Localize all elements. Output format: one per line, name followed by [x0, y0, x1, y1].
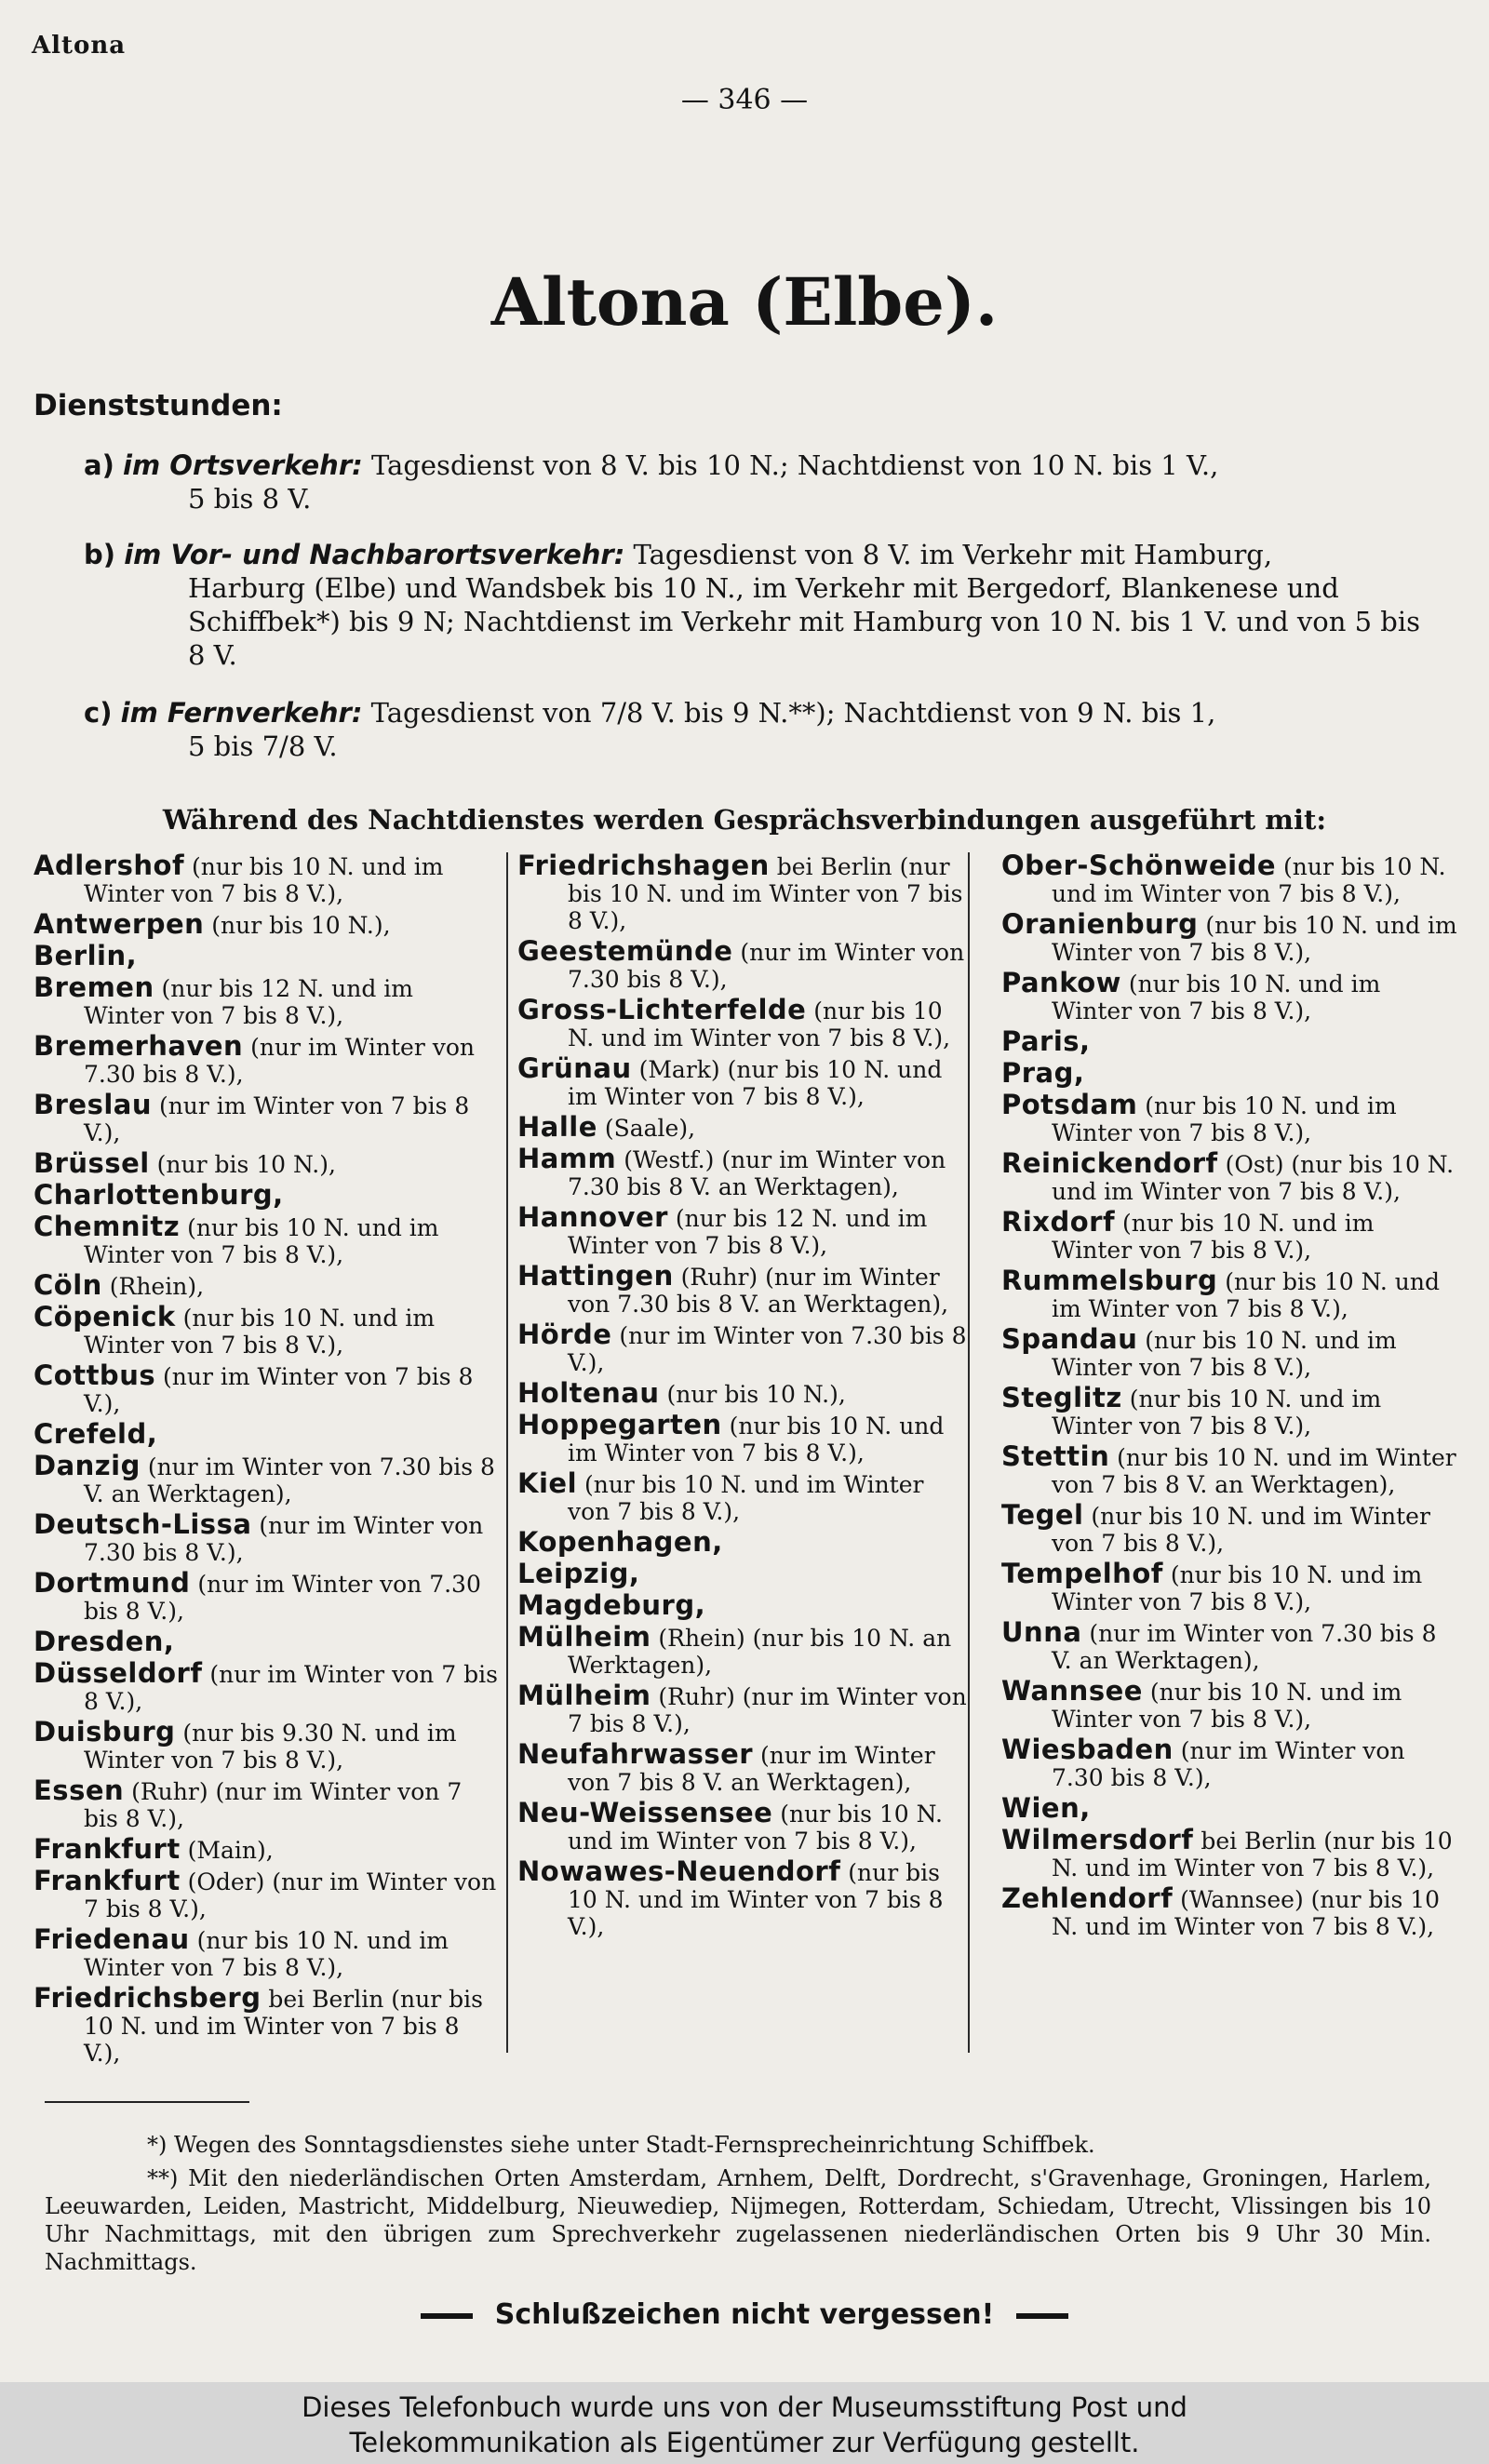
city-hours-note: (nur bis 10 N. und im Winter von 7 bis 8 V.), [568, 1413, 945, 1466]
city-hours-note: (nur bis 10 N. und im Winter von 7 bis 8 V.), [568, 998, 951, 1051]
city-hours-note: (nur bis 10 N. und im Winter von 7 bis 8 V.), [1052, 912, 1457, 966]
item-category: im Fernverkehr: [120, 697, 363, 729]
item-category: im Vor- und Nachbarortsverkehr: [124, 539, 625, 570]
city-name: Neu-Weissensee [517, 1797, 773, 1828]
city-name: Hoppegarten [517, 1409, 722, 1440]
city-entry [517, 1682, 968, 1737]
city-name: Frankfurt [34, 1865, 181, 1896]
city-entry [34, 1030, 499, 1088]
credit-line-2: Telekommunikation als Eigentümer zur Verfügung gestellt. [349, 2427, 1140, 2458]
credit-footer [0, 2382, 1489, 2464]
item-text: Tagesdienst von 8 V. bis 10 N.; Nachtdienst von 10 N. bis 1 V., [362, 449, 1219, 481]
city-name: Kopenhagen, [517, 1526, 723, 1558]
city-column-1 [34, 850, 499, 2067]
city-hours-note: (nur bis 10 N. und im Winter von 7 bis 8 V.), [1052, 1386, 1382, 1440]
city-entry [1001, 1824, 1457, 1881]
city-entry [1001, 1560, 1457, 1615]
city-name: Mülheim [517, 1680, 651, 1711]
city-hours-note: (nur bis 10 N.), [149, 1151, 336, 1178]
city-name: Hattingen [517, 1260, 674, 1292]
city-hours-note: (nur im Winter von 7.30 bis 8 V.), [568, 939, 965, 993]
city-entry [517, 1467, 968, 1525]
closing-notice [0, 2298, 1489, 2331]
city-entry [517, 1589, 968, 1621]
city-name: Friedrichsberg [34, 1982, 262, 2014]
city-entry [34, 1774, 499, 1832]
city-hours-note: (nur bis 10 N. und im Winter von 7 bis 8 V.), [1052, 971, 1381, 1024]
city-entry [34, 1269, 499, 1301]
city-name: Neufahrwasser [517, 1738, 754, 1770]
city-name: Danzig [34, 1450, 141, 1481]
city-name: Wannsee [1001, 1675, 1143, 1707]
city-entry [1001, 908, 1457, 966]
city-name: Cöln [34, 1269, 102, 1301]
city-hours-note: (Oder) (nur im Winter von 7 bis 8 V.), [84, 1868, 497, 1922]
city-entry [517, 1377, 968, 1409]
item-continuation: 5 bis 7/8 V. [188, 730, 338, 762]
city-entry [34, 1450, 499, 1507]
decorative-bar [421, 2313, 473, 2319]
city-name: Halle [517, 1111, 597, 1143]
city-entry [517, 1855, 968, 1940]
city-name: Unna [1001, 1616, 1082, 1648]
city-entry [34, 1923, 499, 1981]
city-hours-note: (nur bis 10 N.), [659, 1381, 846, 1408]
city-entry [1001, 1736, 1457, 1791]
city-hours-note: (Ruhr) (nur im Winter von 7 bis 8 V.), [568, 1683, 967, 1737]
city-hours-note: (nur bis 10 N. und im Winter von 7 bis 8 V.), [84, 1305, 436, 1359]
footnote-schiffbek: *) Wegen des Sonntagsdienstes siehe unter Stadt-Fernsprecheinrichtung Schiffbek. [147, 2132, 1095, 2158]
city-hours-note: (Main), [180, 1837, 274, 1864]
city-hours-note: (nur bis 10 N. und im Winter von 7 bis 8 V.), [1052, 1679, 1402, 1733]
city-name: Deutsch-Lissa [34, 1508, 252, 1540]
city-hours-note: (nur im Winter von 7.30 bis 8 V.), [84, 1571, 481, 1625]
city-entry [517, 1321, 968, 1376]
item-category: im Ortsverkehr: [123, 449, 363, 481]
item-continuation: Harburg (Elbe) und Wandsbek bis 10 N., im Verkehr mit Bergedorf, Blankenese und Schiffbek*) bis 9 N; Nachtdienst im Verkehr mit Hamburg von 10 N. bis 1 V. und von 5 bis 8 V. [188, 572, 1421, 671]
city-hours-note: (nur im Winter von 7.30 bis 8 V. an Werktagen), [84, 1453, 495, 1507]
service-hours-suburban [84, 538, 1424, 672]
city-name: Magdeburg, [517, 1589, 706, 1621]
city-entry [517, 1145, 968, 1200]
page-title-region: (Elbe). [729, 263, 999, 341]
city-name: Potsdam [1001, 1089, 1138, 1120]
city-entry [517, 852, 968, 934]
city-name: Tegel [1001, 1499, 1084, 1531]
column-divider [968, 852, 970, 2053]
column-divider [506, 852, 508, 2053]
city-entry [1001, 1267, 1457, 1322]
city-name: Frankfurt [34, 1833, 181, 1865]
city-name: Tempelhof [1001, 1558, 1163, 1589]
city-entry [34, 1179, 499, 1211]
city-name: Friedrichshagen [517, 850, 770, 881]
city-entry [517, 1797, 968, 1855]
city-entry [1001, 1882, 1457, 1940]
city-entry [34, 1213, 499, 1268]
city-hours-note: (Wannsee) (nur bis 10 N. und im Winter von 7 bis 8 V.), [1052, 1886, 1441, 1940]
city-hours-note: (nur bis 10 N. und im Winter von 7 bis 8 V.), [1052, 1092, 1397, 1146]
city-entry [1001, 1057, 1457, 1089]
city-hours-note: (nur im Winter von 7 bis 8 V.), [84, 1661, 498, 1715]
city-entry [34, 940, 499, 971]
city-entry [34, 1865, 499, 1922]
city-entry [34, 1628, 499, 1656]
city-hours-note: (nur im Winter von 7.30 bis 8 V.), [84, 1512, 484, 1566]
city-name: Charlottenburg, [34, 1179, 284, 1211]
city-hours-note: (nur bis 10 N. und im Winter von 7 bis 8 V.), [1052, 1503, 1430, 1557]
city-entry [34, 852, 499, 907]
city-name: Holtenau [517, 1377, 660, 1409]
city-name: Zehlendorf [1001, 1882, 1174, 1914]
city-entry [34, 1359, 499, 1417]
city-name: Crefeld, [34, 1418, 158, 1450]
item-text: Tagesdienst von 8 V. im Verkehr mit Hamburg, [624, 539, 1273, 570]
city-hours-note: (nur im Winter von 7 bis 8 V.), [84, 1363, 474, 1417]
city-entry [1001, 967, 1457, 1024]
city-name: Stettin [1001, 1440, 1110, 1472]
city-hours-note: (nur bis 10 N. und im Winter von 7 bis 8 V.), [1052, 1210, 1375, 1264]
city-hours-note: (nur im Winter von 7.30 bis 8 V.), [568, 1322, 967, 1376]
city-name: Cottbus [34, 1359, 156, 1391]
city-name: Chemnitz [34, 1211, 181, 1242]
city-hours-note: (nur bis 10 N.), [204, 912, 391, 939]
city-entry [34, 1147, 499, 1179]
city-name: Berlin, [34, 940, 138, 971]
running-head: Altona [32, 32, 127, 60]
footnote-netherlands: **) Mit den niederländischen Orten Amsterdam, Arnhem, Delft, Dordrecht, s'Gravenhage, Groningen, Harlem, Leeuwarden, Leiden, Mastricht, Middelburg, Nieuwediep, Nijmegen, Rotterdam, Schiedam, Utrecht, Vlissingen bis 10 Uhr Nachmittags, mit den übrigen zum Sprechverkehr zugelassenen niederländischen Orten bis 9 Uhr 30 Min. Nachmittags. [45, 2165, 1431, 2275]
item-text: Tagesdienst von 7/8 V. bis 9 N.**); Nachtdienst von 9 N. bis 1, [362, 697, 1216, 729]
city-entry [517, 1621, 968, 1679]
city-name: Rixdorf [1001, 1206, 1116, 1238]
city-hours-note: (nur im Winter von 7 bis 8 V. an Werktagen), [568, 1742, 935, 1796]
city-name: Rummelsburg [1001, 1265, 1218, 1296]
city-name: Steglitz [1001, 1382, 1122, 1413]
page-title [0, 263, 1489, 341]
city-entry [1001, 1499, 1457, 1557]
city-entry [1001, 1382, 1457, 1440]
footnote-divider [45, 2101, 249, 2103]
city-name: Geestemünde [517, 935, 733, 967]
city-name: Wien, [1001, 1792, 1091, 1824]
city-entry [517, 1052, 968, 1110]
city-column-2 [517, 852, 968, 2053]
city-name: Dortmund [34, 1567, 191, 1599]
city-hours-note: (Ost) (nur bis 10 N. und im Winter von 7 bis 8 V.), [1052, 1151, 1455, 1205]
city-entry [517, 1409, 968, 1466]
city-name: Prag, [1001, 1057, 1085, 1089]
city-name: Cöpenick [34, 1301, 176, 1332]
city-hours-note: (Ruhr) (nur im Winter von 7 bis 8 V.), [84, 1778, 463, 1832]
service-hours-local [84, 449, 1424, 516]
city-entry [34, 1567, 499, 1625]
city-entry [517, 1260, 968, 1318]
city-name: Bremerhaven [34, 1030, 244, 1062]
city-name: Wilmersdorf [1001, 1824, 1194, 1855]
city-entry [1001, 1091, 1457, 1146]
city-entry [517, 1201, 968, 1259]
city-entry [34, 1091, 499, 1146]
page-number: — 346 — [680, 84, 809, 116]
city-name: Reinickendorf [1001, 1147, 1218, 1179]
city-entry [517, 994, 968, 1051]
city-entry [1001, 1792, 1457, 1824]
city-hours-note: (nur bis 10 N. und im Winter von 7 bis 8 V.), [1052, 853, 1446, 907]
city-hours-note: (nur bis 12 N. und im Winter von 7 bis 8 V.), [568, 1205, 928, 1259]
city-entry [517, 1738, 968, 1796]
city-name: Hannover [517, 1201, 668, 1233]
city-hours-note: (nur bis 10 N. und im Winter von 7 bis 8 V.), [1052, 1327, 1397, 1381]
item-label: b) [84, 539, 116, 570]
city-hours-note: (nur bis 9.30 N. und im Winter von 7 bis 8 V.), [84, 1720, 457, 1774]
city-name: Düsseldorf [34, 1657, 203, 1689]
city-entry [34, 1982, 499, 2067]
city-name: Antwerpen [34, 908, 205, 940]
city-entry [1001, 1025, 1457, 1057]
item-continuation: 5 bis 8 V. [188, 483, 312, 515]
city-name: Duisburg [34, 1716, 176, 1748]
city-name: Ober-Schönweide [1001, 850, 1277, 881]
night-service-intro: Während des Nachtdienstes werden Gesprächsverbindungen ausgeführt mit: [162, 804, 1327, 836]
city-entry [34, 1833, 499, 1865]
item-label: c) [84, 697, 113, 729]
city-name: Essen [34, 1774, 125, 1806]
city-hours-note: (Mark) (nur bis 10 N. und im Winter von 7 bis 8 V.), [568, 1056, 943, 1110]
city-entry [1001, 1675, 1457, 1733]
city-entry [517, 1111, 968, 1143]
city-entry [1001, 1206, 1457, 1264]
city-hours-note: (Saale), [597, 1115, 696, 1142]
city-entry [34, 971, 499, 1029]
city-entry [34, 1716, 499, 1774]
city-hours-note: bei Berlin (nur bis 10 N. und im Winter von 7 bis 8 V.), [1052, 1828, 1453, 1881]
city-hours-note: bei Berlin (nur bis 10 N. und im Winter von 7 bis 8 V.), [84, 1986, 483, 2067]
city-hours-note: (nur bis 12 N. und im Winter von 7 bis 8 V.), [84, 975, 413, 1029]
city-name: Leipzig, [517, 1558, 640, 1589]
city-entry [1001, 1440, 1457, 1498]
city-name: Bremen [34, 971, 154, 1003]
city-hours-note: (Rhein), [101, 1273, 205, 1300]
city-hours-note: bei Berlin (nur bis 10 N. und im Winter von 7 bis 8 V.), [568, 853, 963, 934]
item-label: a) [84, 449, 114, 481]
city-hours-note: (nur bis 10 N. und im Winter von 7 bis 8 V.), [84, 1927, 449, 1981]
city-hours-note: (Ruhr) (nur im Winter von 7.30 bis 8 V. an Werktagen), [568, 1264, 949, 1318]
city-hours-note: (Westf.) (nur im Winter von 7.30 bis 8 V. an Werktagen), [568, 1146, 946, 1200]
city-name: Adlershof [34, 850, 185, 881]
city-entry [517, 1526, 968, 1558]
city-hours-note: (nur bis 10 N. und im Winter von 7 bis 8 V.), [1052, 1268, 1440, 1322]
page-title-city: Altona [490, 263, 730, 341]
city-name: Hamm [517, 1143, 617, 1174]
city-hours-note: (nur bis 10 N. und im Winter von 7 bis 8 V.), [568, 1801, 943, 1855]
service-hours-long-distance [84, 696, 1424, 763]
city-name: Mülheim [517, 1621, 651, 1653]
city-name: Friedenau [34, 1923, 190, 1955]
city-entry [34, 1418, 499, 1450]
city-name: Paris, [1001, 1025, 1091, 1057]
city-entry [517, 1560, 968, 1588]
city-hours-note: (nur bis 10 N. und im Winter von 7 bis 8 V.), [84, 1214, 439, 1268]
city-name: Wiesbaden [1001, 1734, 1174, 1765]
city-hours-note: (nur bis 10 N. und im Winter von 7 bis 8 V.), [84, 853, 444, 907]
service-hours-heading: Dienststunden: [34, 389, 283, 422]
city-name: Dresden, [34, 1626, 175, 1657]
closing-notice-text: Schlußzeichen nicht vergessen! [494, 2298, 995, 2331]
city-name: Pankow [1001, 967, 1121, 998]
city-entry [1001, 852, 1457, 907]
city-name: Gross-Lichterfelde [517, 994, 807, 1025]
city-name: Kiel [517, 1467, 578, 1499]
city-name: Grünau [517, 1052, 632, 1084]
city-name: Hörde [517, 1319, 612, 1350]
city-entry [34, 1301, 499, 1359]
city-hours-note: (nur im Winter von 7.30 bis 8 V. an Werktagen), [1052, 1620, 1437, 1674]
decorative-bar [1016, 2313, 1068, 2319]
city-name: Brüssel [34, 1147, 150, 1179]
city-hours-note: (nur bis 10 N. und im Winter von 7 bis 8 V.), [1052, 1561, 1423, 1615]
city-entry [1001, 1147, 1457, 1205]
city-name: Oranienburg [1001, 908, 1199, 940]
city-hours-note: (nur im Winter von 7.30 bis 8 V.), [84, 1034, 476, 1088]
city-entry [1001, 1323, 1457, 1381]
city-hours-note: (Rhein) (nur bis 10 N. an Werktagen), [568, 1625, 952, 1679]
city-entry [34, 1508, 499, 1566]
city-hours-note: (nur im Winter von 7.30 bis 8 V.), [1052, 1737, 1405, 1791]
city-hours-note: (nur bis 10 N. und im Winter von 7 bis 8 V.), [568, 1471, 924, 1525]
city-name: Spandau [1001, 1323, 1138, 1355]
city-name: Nowawes-Neuendorf [517, 1855, 841, 1887]
credit-line-1: Dieses Telefonbuch wurde uns von der Museumsstiftung Post und [302, 2391, 1187, 2423]
city-entry [34, 1657, 499, 1715]
city-hours-note: (nur bis 10 N. und im Winter von 7 bis 8 V. an Werktagen), [1052, 1444, 1456, 1498]
city-column-3 [1001, 852, 1457, 2053]
city-hours-note: (nur bis 10 N. und im Winter von 7 bis 8 V.), [568, 1859, 944, 1940]
city-entry [34, 908, 499, 940]
city-hours-note: (nur im Winter von 7 bis 8 V.), [84, 1092, 470, 1146]
city-name: Breslau [34, 1089, 152, 1120]
city-entry [517, 935, 968, 993]
city-entry [1001, 1616, 1457, 1674]
